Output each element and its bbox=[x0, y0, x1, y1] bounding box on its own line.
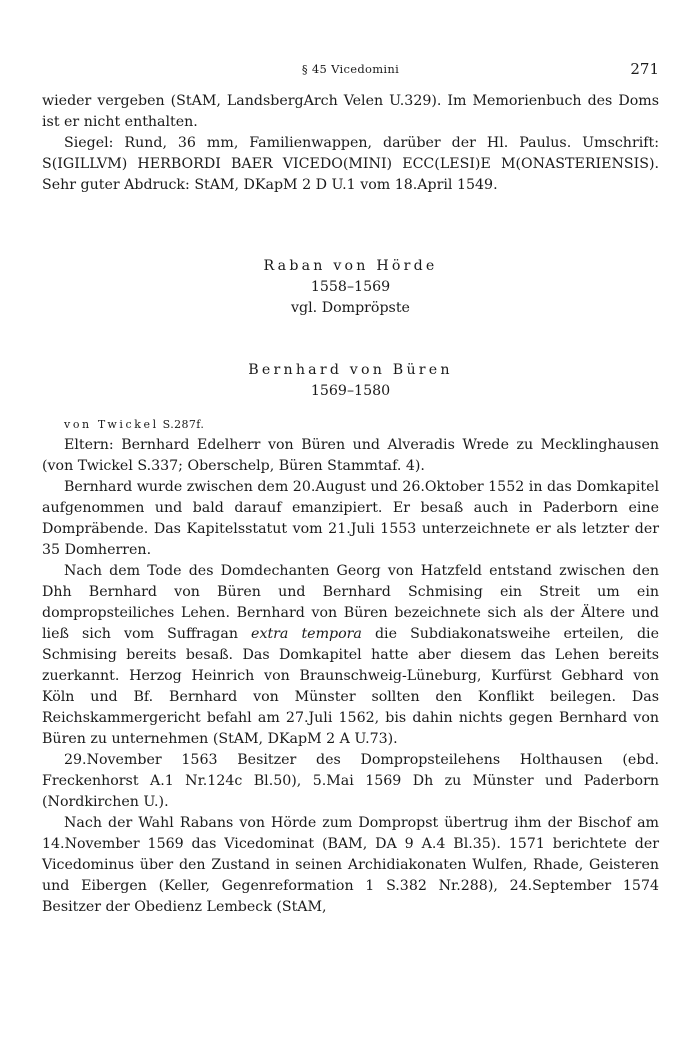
paragraph-vicedominat: Nach der Wahl Rabans von Hörde zum Dompropst übertrug ihm der Bischof am 14.November 1569 das Vicedominat (BAM, DA 9 A.4 Bl.35). 1571 berichtete der Vicedominus über den Zustand in seinen Archidiakonaten Wulfen, Rhade, Geisteren und Eibergen (Keller, Gegenreformation 1 S.382 Nr.288), 24.September 1574 Besitzer der Obedienz Lembeck (StAM, bbox=[42, 815, 659, 915]
section-title: § 45 Vicedomini bbox=[301, 62, 400, 76]
intro-text bbox=[42, 91, 659, 196]
entry-years: 1569–1580 bbox=[310, 383, 391, 399]
entry-heading-bernhard bbox=[42, 360, 659, 402]
entry-heading-raban bbox=[42, 256, 659, 319]
reference-page: S.287f. bbox=[162, 418, 205, 431]
entry-years: 1558–1569 bbox=[310, 279, 391, 295]
paragraph-admission: Bernhard wurde zwischen dem 20.August und 26.Oktober 1552 in das Domkapitel aufgenommen und bald darauf emanzipiert. Er besaß auch in Paderborn eine Domprӓbende. Das Kapitelsstatut vom 21.Juli 1553 unterzeichnete er als letzter der 35 Domherren. bbox=[42, 479, 659, 558]
page-number: 271 bbox=[630, 60, 659, 78]
paragraph-parents: Eltern: Bernhard Edelherr von Büren und Alveradis Wrede zu Mecklinghausen (von Twickel S.337; Oberschelp, Büren Stammtaf. 4). bbox=[42, 437, 659, 474]
bernhard-biography bbox=[42, 435, 659, 918]
paragraph-seal: Siegel: Rund, 36 mm, Familienwappen, darüber der Hl. Paulus. Umschrift: S(IGILLVM) HERBORDI BAER VICEDO(MINI) ECC(LESI)E M(ONASTERIENSIS). Sehr guter Abdruck: StAM, DKapM 2 D U.1 vom 18.April 1549. bbox=[42, 135, 659, 193]
entry-note: vgl. Dompröpste bbox=[291, 300, 410, 316]
paragraph: wieder vergeben (StAM, LandsbergArch Velen U.329). Im Memorienbuch des Doms ist er nicht enthalten. bbox=[42, 93, 659, 130]
paragraph-dispute bbox=[42, 561, 659, 750]
running-head bbox=[42, 60, 659, 80]
reference-author: von Twickel bbox=[64, 418, 159, 431]
text-run: Nach dem Tode des Domdechanten Georg von Hatzfeld entstand zwischen den Dhh Bernhard von Büren und Bernhard Schmising ein Streit um ein dompropsteiliches Lehen. Bernhard von Büren bezeichnete sich als der Ältere und ließ sich vom Suffragan bbox=[42, 563, 659, 642]
entry-name: Bernhard von Büren bbox=[248, 362, 453, 378]
paragraph-holdings: 29.November 1563 Besitzer des Dompropsteilehens Holthausen (ebd. Freckenhorst A.1 Nr.124c Bl.50), 5.Mai 1569 Dh zu Münster und Paderborn (Nordkirchen U.). bbox=[42, 752, 659, 810]
literature-reference bbox=[64, 418, 204, 431]
italic-phrase: extra tempora bbox=[251, 626, 362, 642]
text-run: die Subdiakonatsweihe erteilen, die Schmising bereits besaß. Das Domkapitel hatte aber diesem das Lehen bereits zuerkannt. Herzog Heinrich von Braunschweig-Lüneburg, Kurfürst Gebhard von Köln und Bf. Bernhard von Münster sollten den Konflikt beilegen. Das Reichskammergericht befahl am 27.Juli 1562, bis dahin nichts gegen Bernhard von Büren zu unternehmen (StAM, DKapM 2 A U.73). bbox=[42, 626, 659, 747]
entry-name: Raban von Hörde bbox=[263, 258, 438, 274]
